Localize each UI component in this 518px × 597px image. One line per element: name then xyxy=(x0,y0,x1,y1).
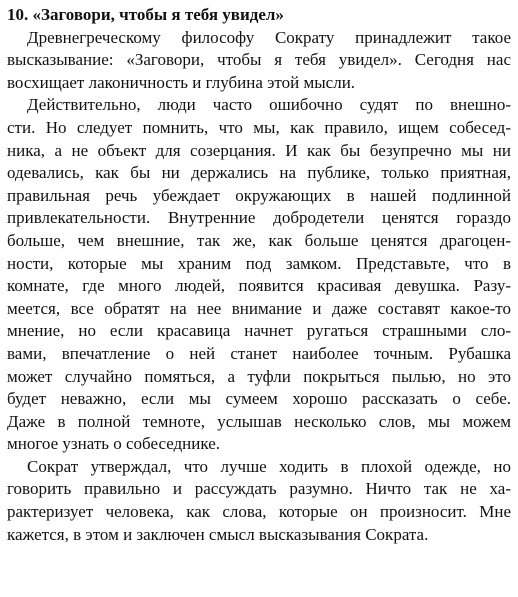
text-line: правильная речь убеждает окружающих в нашей подлинной xyxy=(7,185,511,205)
text-line: одевались, как бы ни держались на публике, только приятная, xyxy=(7,163,511,183)
text-line: сти. Но следует помнить, что мы, как правило, ищем собесед- xyxy=(7,117,511,137)
text-line: восхищает лаконичность и глубина этой мысли. xyxy=(7,72,356,92)
paragraph xyxy=(7,27,511,95)
text-line: будет неважно, если мы сумеем хорошо рассказать о себе. xyxy=(7,389,511,409)
text-line: Даже в полной темноте, услышав несколько слов, мы можем xyxy=(7,411,511,431)
text-line: Действительно, люди часто ошибочно судят по внешно- xyxy=(27,95,511,115)
article-title: 10. «Заговори, чтобы я тебя увидел» xyxy=(7,5,284,24)
text-line: Древнегреческому философу Сократу принадлежит такое xyxy=(27,27,511,47)
text-line: говорить правильно и рассуждать разумно. Ничто так не ха- xyxy=(7,479,511,499)
text-line: многое узнать о собеседнике. xyxy=(7,434,220,454)
paragraph xyxy=(7,456,511,546)
text-line: кажется, в этом и заключен смысл высказывания Сократа. xyxy=(7,524,429,544)
text-line: Сократ утверждал, что лучше ходить в плохой одежде, но xyxy=(27,456,511,476)
text-line: мнение, но если красавица начнет ругаться страшными сло- xyxy=(7,321,511,341)
watermark xyxy=(0,40,4,79)
text-line: вами, впечатление о ней станет наиболее точным. Рубашка xyxy=(7,343,511,363)
text-line: больше, чем внешние, так же, как больше ценятся драгоцен- xyxy=(7,230,511,250)
text-line: ности, которые мы храним под замком. Представьте, что в xyxy=(7,253,511,273)
article-body xyxy=(7,27,511,547)
text-line: привлекательности. Внутренние добродетели ценятся гораздо xyxy=(7,208,511,228)
text-line: высказывание: «Заговори, чтобы я тебя увидел». Сегодня нас xyxy=(7,50,511,70)
text-line: ника, а не объект для созерцания. И как бы безупречно мы ни xyxy=(7,140,511,160)
paragraph xyxy=(7,94,511,456)
text-line: меется, все обратят на нее внимание и даже составят какое-то xyxy=(7,298,511,318)
text-line: рактеризует человека, как слова, которые он произносит. Мне xyxy=(7,502,511,522)
text-line: комнате, где много людей, появится красивая девушка. Разу- xyxy=(7,276,511,296)
text-line: может случайно помяться, а туфли покрыться пылью, но это xyxy=(7,366,511,386)
article xyxy=(7,4,511,546)
